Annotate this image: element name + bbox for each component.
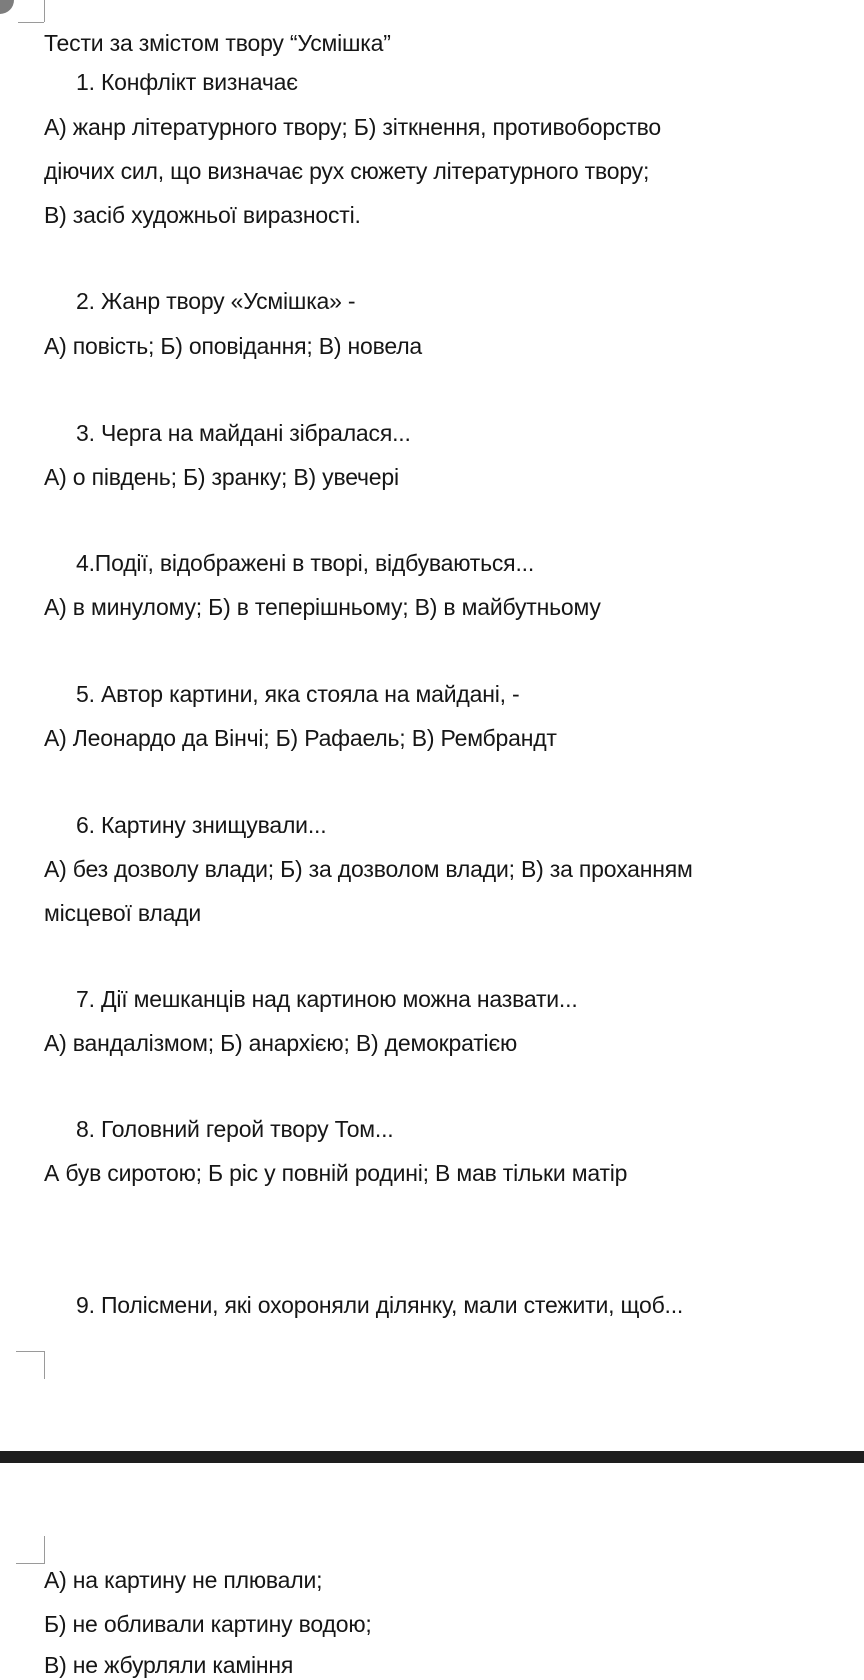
question-1: 1. Конфлікт визначає bbox=[76, 69, 298, 95]
question-6: 6. Картину знищували... bbox=[76, 812, 327, 838]
question-2-options: А) повість; Б) оповідання; В) новела bbox=[44, 333, 423, 359]
question-2: 2. Жанр твору «Усмішка» - bbox=[76, 288, 356, 314]
page-2-margin-mark bbox=[44, 1536, 45, 1564]
question-9: 9. Полісмени, які охороняли ділянку, мали стежити, щоб... bbox=[76, 1292, 684, 1318]
question-1-options-line-2: діючих сил, що визначає рух сюжету літературного твору; bbox=[44, 158, 650, 184]
question-4-options: А) в минулому; Б) в теперішньому; В) в майбутньому bbox=[44, 594, 601, 620]
question-7-options: А) вандалізмом; Б) анархією; В) демократією bbox=[44, 1030, 518, 1056]
question-3-options: А) о південь; Б) зранку; В) увечері bbox=[44, 464, 399, 490]
document-title: Тести за змістом твору “Усмішка” bbox=[44, 30, 391, 56]
question-8-options: А був сиротою; Б ріс у повній родині; В мав тільки матір bbox=[44, 1160, 628, 1186]
question-5: 5. Автор картини, яка стояла на майдані, - bbox=[76, 681, 520, 707]
bottom-margin-mark-horizontal bbox=[16, 1351, 44, 1352]
page-break-divider bbox=[0, 1451, 864, 1463]
question-9-option-b: Б) не обливали картину водою; bbox=[44, 1611, 372, 1637]
bottom-margin-mark bbox=[44, 1351, 45, 1379]
question-3: 3. Черга на майдані зібралася... bbox=[76, 420, 411, 446]
question-9-option-c: В) не жбурляли каміння bbox=[44, 1652, 294, 1678]
question-6-options-line-1: А) без дозволу влади; Б) за дозволом влади; В) за проханням bbox=[44, 856, 693, 882]
page-2-margin-mark-horizontal bbox=[16, 1563, 44, 1564]
question-9-option-a: А) на картину не плювали; bbox=[44, 1567, 323, 1593]
question-7: 7. Дії мешканців над картиною можна назвати... bbox=[76, 986, 578, 1012]
question-5-options: А) Леонардо да Вінчі; Б) Рафаель; В) Рембрандт bbox=[44, 725, 557, 751]
question-1-options-line-1: А) жанр літературного твору; Б) зіткнення, противоборство bbox=[44, 114, 661, 140]
question-6-options-line-2: місцевої влади bbox=[44, 900, 202, 926]
top-margin-mark bbox=[44, 0, 45, 22]
question-8: 8. Головний герой твору Том... bbox=[76, 1116, 394, 1142]
question-4: 4.Події, відображені в творі, відбуваються... bbox=[76, 550, 535, 576]
top-margin-mark-horizontal bbox=[18, 22, 44, 23]
question-1-options-line-3: В) засіб художньої виразності. bbox=[44, 202, 361, 228]
page-corner-shadow bbox=[0, 0, 14, 14]
